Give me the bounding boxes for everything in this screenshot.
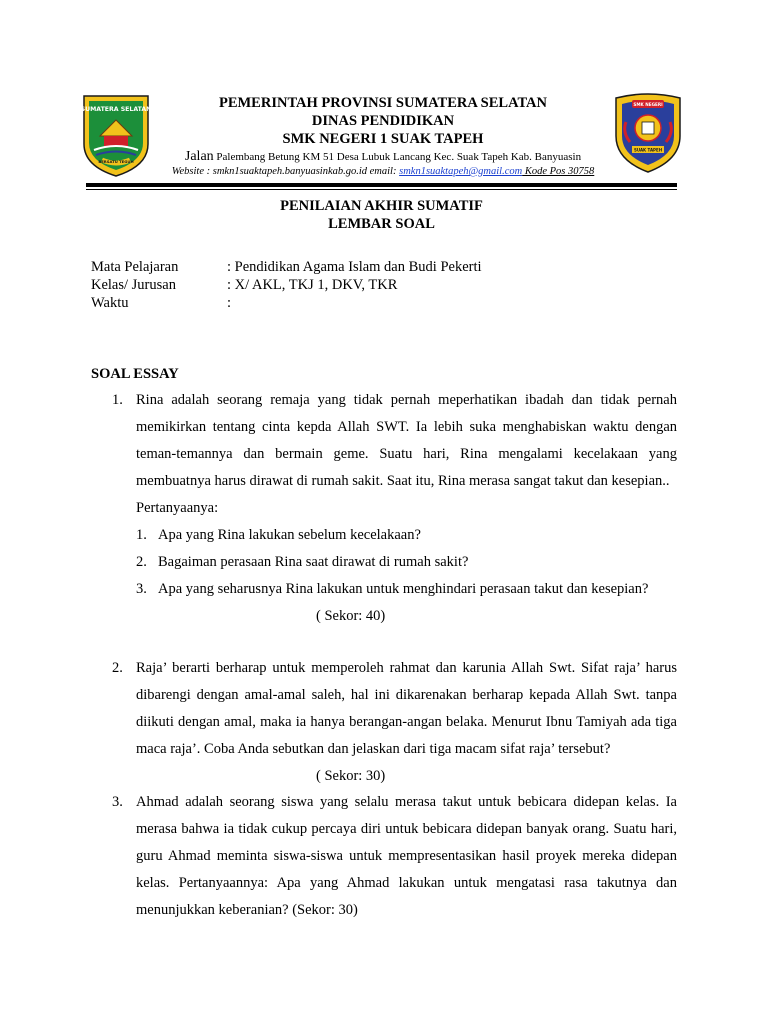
website-text: Website : smkn1suaktapeh.banyuasinkab.go.id email:	[171, 166, 397, 177]
header-rule-thick	[86, 183, 677, 187]
postal-code: Kode Pos 30758	[522, 166, 595, 177]
question-text: Raja’ berarti berharap untuk memperoleh rahmat dan karunia Allah Swt. Sifat raja’ harus dibarengi dengan amal-amal saleh, hal ini dikarenakan berharap kepada Allah Swt. tanpa diikuti dengan amal, maka ia hanya berangan-angan belaka. Menurut Ibnu Tamiyah ada tiga maca raja’. Coba Anda sebutkan dan jelaskan dari tiga macam sifat raja’ tersebut?	[136, 660, 677, 757]
logo-left-top-text: SUMATERA SELATAN	[80, 106, 152, 113]
question-score: ( Sekor: 40)	[316, 608, 386, 624]
question-prompt: Pertanyaanya:	[136, 500, 219, 516]
logo-left-bottom-text: BERSATU TEGUH	[98, 159, 134, 164]
sub-question-text: Apa yang seharusnya Rina lakukan untuk menghindari perasaan takut dan kesepian?	[158, 581, 649, 597]
letterhead	[150, 94, 616, 179]
question-score: ( Sekor: 30)	[316, 768, 386, 784]
sub-question-number: 2.	[136, 554, 147, 570]
info-value: :	[227, 295, 232, 311]
info-label: Kelas/ Jurusan	[91, 277, 176, 293]
document-title	[86, 197, 677, 233]
school-logo	[612, 92, 684, 174]
title-line-1: PENILAIAN AKHIR SUMATIF	[280, 198, 483, 214]
info-row	[91, 294, 482, 312]
address-text: Palembang Betung KM 51 Desa Lubuk Lancang Kec. Suak Tapeh Kab. Banyuasin	[216, 151, 582, 163]
logo-right-top-text: SMK NEGERI	[633, 102, 663, 107]
sub-question	[136, 576, 677, 603]
letterhead-government: PEMERINTAH PROVINSI SUMATERA SELATAN	[218, 95, 548, 111]
sub-question-number: 3.	[136, 581, 147, 597]
question-3	[112, 789, 677, 924]
letterhead-contact	[150, 165, 616, 179]
province-logo	[80, 92, 152, 178]
question-number: 2.	[112, 660, 123, 676]
section-title: SOAL ESSAY	[91, 366, 179, 382]
question-text: Rina adalah seorang remaja yang tidak pernah meperhatikan ibadah dan tidak pernah memikirkan tentang cinta kepda Allah SWT. Ia lebih suka menghabiskan waktu dengan teman-temannya dan bermain geme. Suatu hari, Rina mengalami kecelakaan yang membuatnya harus dirawat di rumah sakit. Saat itu, Rina merasa sangat takut dan kesepian..	[136, 392, 677, 489]
sub-question	[136, 549, 677, 576]
logo-right-bottom-text: SUAK TAPEH	[633, 147, 663, 153]
exam-info	[91, 258, 482, 312]
question-2	[112, 655, 677, 790]
info-row	[91, 276, 482, 294]
letterhead-agency: DINAS PENDIDIKAN	[311, 113, 455, 129]
question-number: 1.	[112, 392, 123, 408]
info-value: : X/ AKL, TKJ 1, DKV, TKR	[227, 277, 398, 293]
sub-question-text: Bagaiman perasaan Rina saat dirawat di rumah sakit?	[158, 554, 469, 570]
letterhead-address	[150, 149, 616, 165]
title-line-2: LEMBAR SOAL	[328, 216, 435, 232]
question-1	[112, 387, 677, 630]
letterhead-school: SMK NEGERI 1 SUAK TAPEH	[282, 131, 484, 147]
address-prefix: Jalan	[184, 149, 214, 164]
question-text: Ahmad adalah seorang siswa yang selalu merasa takut untuk bebicara didepan kelas. Ia merasa bahwa ia tidak cukup percaya diri untuk bebicara didepan banyak orang. Suatu hari, guru Ahmad meminta siswa-siswa untuk mempresentasikan hasil proyek mereka didepan kelas. Pertanyaannya: Apa yang Ahmad lakukan untuk mengatasi rasa takutnya dan menunjukkan keberanian? (Sekor: 30)	[136, 794, 677, 918]
info-label: Mata Pelajaran	[91, 259, 179, 275]
email-link[interactable]: smkn1suaktapeh@gmail.com	[399, 166, 523, 177]
info-value: : Pendidikan Agama Islam dan Budi Pekerti	[227, 259, 482, 275]
sub-question-number: 1.	[136, 527, 147, 543]
question-number: 3.	[112, 794, 123, 810]
sub-question	[136, 522, 677, 549]
info-row	[91, 258, 482, 276]
info-label: Waktu	[91, 295, 129, 311]
sub-question-text: Apa yang Rina lakukan sebelum kecelakaan?	[158, 527, 421, 543]
header-rule-thin	[86, 189, 677, 190]
